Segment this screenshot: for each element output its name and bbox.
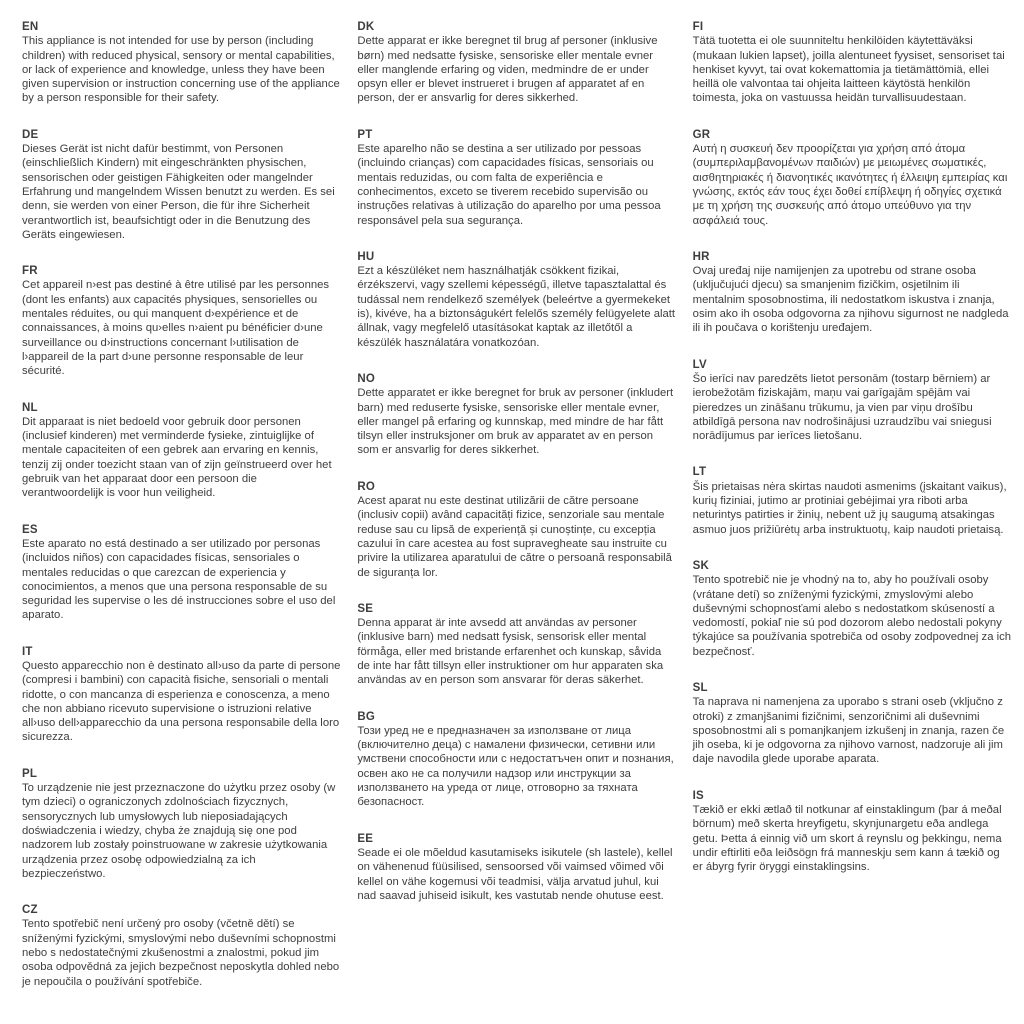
section-fr	[22, 264, 341, 378]
lang-text-cz: Tento spotřebič není určený pro osoby (včetně dětí) se sníženými fyzickými, smyslovými nebo duševními schopnostmi nebo s nedostatečnými zkušenostmi a znalostmi, pokud jim osoba odpovědná za jejich bezpečnost neposkytla dohled nebo je nepoučila o používání spotřebiče.	[22, 918, 340, 988]
lang-code-de: DE	[22, 128, 39, 141]
lang-text-nl: Dit apparaat is niet bedoeld voor gebruik door personen (inclusief kinderen) met verminderde fysieke, zintuiglijke of mentale capaciteiten of een gebrek aan ervaring en kennis, tenzij zij onder toezicht staan van of zijn geïnstrueerd over het gebruik van het apparaat door een persoon die verantwoordelijk is voor hun veiligheid.	[22, 415, 332, 500]
lang-text-lv: Šo ierīci nav paredzēts lietot personām (tostarp bērniem) ar ierobežotām fiziskajām, maņu vai garīgajām spējām vai pieredzes un zināšanu trūkumu, ja vien par viņu drošību atbildīgā persona nav nodrošinājusi uzraudzību vai sniegusi norādījumus par ierīces lietošanu.	[692, 372, 992, 443]
lang-code-cz: CZ	[22, 904, 38, 917]
lang-text-se: Denna apparat är inte avsedd att användas av personer (inklusive barn) med nedsatt fysisk, sensorisk eller mental förmåga, eller med bristande erfarenhet och kunskap, såvida de inte har fått tillsyn eller instruktioner om hur apparaten ska användas av en person som ansvarar för deras säkerhet.	[357, 617, 664, 687]
section-sk	[693, 559, 1012, 659]
section-is	[693, 789, 1012, 875]
lang-code-ee: EE	[357, 832, 374, 845]
lang-text-it: Questo apparecchio non è destinato all›uso da parte di persone (compresi i bambini) con capacità fisiche, sensoriali o mentali ridotte, o con mancanza di esperienza e conoscenza, a meno che non abbiano ricevuto supervisione o istruzioni relative all›uso dell›apparecchio da una persona responsabile della loro sicurezza.	[22, 659, 341, 744]
column-2	[357, 20, 676, 925]
lang-code-hu: HU	[357, 250, 375, 263]
section-dk	[357, 20, 676, 106]
lang-code-lt: LT	[692, 466, 707, 479]
section-de	[22, 128, 341, 242]
lang-text-pl: To urządzenie nie jest przeznaczone do użytku przez osoby (w tym dzieci) o ograniczonych zdolnościach fizycznych, sensorycznych lub umysłowych lub nieposiadających doświadczenia i wiedzy, chyba że znajdują się one pod nadzorem lub zostały poinstruowane w zakresie użytkowania urządzenia przez osobę odpowiedzialną za ich bezpieczeństwo.	[22, 782, 336, 880]
lang-text-ro: Acest aparat nu este destinat utilizării de către persoane (inclusiv copii) având capacități fizice, senzoriale sau mentale reduse sau cu lipsă de experiență și cunoștințe, cu excepția cazului în care acestea au fost supravegheate sau instruite cu privire la utilizarea aparatului de către o persoană responsabilă de siguranța lor.	[357, 495, 672, 579]
lang-code-is: IS	[692, 789, 704, 802]
lang-text-lt: Šis prietaisas nėra skirtas naudoti asmenims (įskaitant vaikus), kurių fiziniai, jutimo ar protiniai gebėjimai yra riboti arba neturintys patirties ir žinių, nebent už jų saugumą atsakingas asmuo juos prižiūrėtų arba instruktuotų, kaip naudoti prietaisą.	[692, 480, 1007, 536]
section-it	[22, 645, 341, 745]
section-bg	[357, 710, 676, 810]
lang-code-bg: BG	[357, 710, 375, 723]
section-en	[22, 20, 341, 106]
lang-text-gr: Αυτή η συσκευή δεν προορίζεται για χρήση από άτομα (συμπεριλαμβανομένων παιδιών) με μειωμένες σωματικές, αισθητηριακές ή διανοητικές ικανότητες ή έλλειψη εμπειρίας και γνώσης, εκτός εάν τους έχει δοθεί επίβλεψη ή οδηγίες σχετικά με τη χρήση της συσκευής από άτομο υπεύθυνο για την ασφάλειά τους.	[692, 143, 1008, 227]
lang-text-hu: Ezt a készüléket nem használhatják csökkent fizikai, érzékszervi, vagy szellemi képességű, illetve tapasztalattal és tudással nem rendelkező személyek (beleértve a gyermekeket is), kivéve, ha a biztonságukért felelős személy felügyelete alatt állnak, vagy megfelelő utasításokat kaptak az illetőtől a készülék használatára vonatkozóan.	[357, 265, 676, 349]
lang-text-no: Dette apparatet er ikke beregnet for bruk av personer (inkludert barn) med reduserte fysiske, sensoriske eller mentale evner, eller mangel på erfaring og kunnskap, med mindre de har fått tilsyn eller instruksjoner om bruk av apparatet av en person som er ansvarlig for deres sikkerhet.	[357, 387, 674, 457]
lang-text-de: Dieses Gerät ist nicht dafür bestimmt, von Personen (einschließlich Kindern) mit eingeschränkten physischen, sensorischen oder geistigen Fähigkeiten oder mangelnder Erfahrung und mangelndem Wissen benutzt zu werden. Es sei denn, sie werden von einer Person, die für ihre Sicherheit verantwortlich ist, beaufsichtigt oder in die Benutzung des Geräts eingewiesen.	[22, 143, 335, 241]
column-3	[693, 20, 1012, 897]
lang-code-dk: DK	[357, 21, 375, 33]
section-lv	[693, 358, 1012, 444]
lang-code-sk: SK	[692, 559, 710, 572]
lang-code-no: NO	[357, 372, 375, 385]
lang-text-es: Este aparato no está destinado a ser utilizado por personas (incluidos niños) con capacidades físicas, sensoriales o mentales reducidas o que carezcan de experiencia y conocimientos, a menos que una persona responsable de su seguridad les supervise o les dé instrucciones sobre el uso del aparato.	[22, 537, 336, 622]
lang-code-pl: PL	[22, 767, 38, 780]
lang-code-gr: GR	[692, 128, 711, 141]
section-ro	[357, 480, 676, 580]
section-gr	[693, 128, 1012, 228]
lang-text-sl: Ta naprava ni namenjena za uporabo s strani oseb (vključno z otroki) z zmanjšanimi fizičnimi, senzoričnimi ali duševnimi sposobnostmi ali s pomanjkanjem izkušenj in znanja, razen če jih oseba, ki je odgovorna za njihovo varnost, nadzoruje ali jim daje navodila glede uporabe aparata.	[692, 696, 1005, 766]
lang-text-sk: Tento spotrebič nie je vhodný na to, aby ho používali osoby (vrátane detí) so zníženými fyzickými, zmyslovými alebo duševnými schopnosťami alebo s nedostatkom skúseností a vedomostí, pokiaľ nie sú pod dozorom alebo nedostali pokyny týkajúce sa používania spotrebiča od osoby zodpovednej za ich bezpečnosť.	[692, 574, 1012, 658]
lang-text-ee: Seade ei ole mõeldud kasutamiseks isikutele (sh lastele), kellel on vähenenud füüsilised, sensoorsed või vaimsed võimed või kellel on vähe kogemusi või teadmisi, välja arvatud juhul, kui nad saavad juhiseid isikult, kes vastutab nende ohutuse eest.	[357, 846, 673, 902]
lang-code-lv: LV	[692, 358, 707, 371]
lang-code-en: EN	[22, 21, 39, 33]
section-hr	[693, 250, 1012, 336]
section-nl	[22, 401, 341, 501]
lang-code-it: IT	[22, 645, 33, 658]
lang-code-es: ES	[22, 523, 38, 536]
lang-text-pt: Este aparelho não se destina a ser utilizado por pessoas (incluindo crianças) com capacidades físicas, sensoriais ou mentais reduzidas, ou com falta de experiência e conhecimentos, exceto se tiverem recebido supervisão ou instruções relativas à utilização do aparelho por uma pessoa responsável pela sua segurança.	[357, 143, 661, 227]
section-no	[357, 372, 676, 458]
section-pl	[22, 767, 341, 881]
section-lt	[693, 465, 1012, 536]
lang-code-nl: NL	[22, 401, 38, 414]
lang-text-is: Tækið er ekki ætlað til notkunar af einstaklingum (þar á meðal börnum) með skerta hreyfigetu, skynjunargetu eða andlega getu. Þetta á einnig við um skort á reynslu og þekkingu, nema undir eftirliti eða leiðsögn frá manneskju sem kann á tækið og er ábyrg fyrir öryggi einstaklingsins.	[692, 804, 1002, 874]
section-pt	[357, 128, 676, 228]
section-cz	[22, 903, 341, 989]
lang-text-fr: Cet appareil n›est pas destiné à être utilisé par les personnes (dont les enfants) aux capacités physiques, sensorielles ou mentales réduites, ou qui manquent d›expérience et de connaissances, à moins qu›elles n›aient pu bénéficier d›une surveillance ou d›instructions concernant l›utilisation de l›appareil de la part d›une personne responsable de leur sécurité.	[22, 279, 330, 378]
section-fi	[693, 20, 1012, 106]
section-sl	[693, 681, 1012, 767]
lang-code-hr: HR	[692, 250, 710, 263]
column-1	[22, 20, 341, 1011]
lang-text-fi: Tätä tuotetta ei ole suunniteltu henkilöiden käytettäväksi (mukaan lukien lapset), joilla alentuneet fyysiset, sensoriset tai henkiset kyvyt, tai ovat kokemattomia ja tietämättömiä, ellei heillä ole valvontaa tai ohjeita laitteen käytöstä henkilön toimesta, joka on vastuussa heidän turvallisuudestaan.	[692, 35, 1005, 105]
lang-code-se: SE	[357, 602, 374, 615]
lang-code-pt: PT	[357, 128, 373, 141]
lang-code-fr: FR	[22, 265, 38, 278]
lang-code-ro: RO	[357, 480, 375, 493]
lang-text-dk: Dette apparat er ikke beregnet til brug af personer (inklusive børn) med nedsatte fysiske, sensoriske eller mentale evner eller manglende erfaring og viden, medmindre de er under opsyn eller er blevet instrueret i brugen af apparatet af en person, der er ansvarlig for deres sikkerhed.	[357, 35, 658, 105]
section-es	[22, 523, 341, 623]
section-hu	[357, 250, 676, 350]
section-ee	[357, 832, 676, 903]
lang-text-hr: Ovaj uređaj nije namijenjen za upotrebu od strane osoba (uključujući djecu) sa smanjenim fizičkim, osjetilnim ili mentalnim sposobnostima, ili nedostatkom iskustva i znanja, osim ako ih osoba odgovorna za njihovu sigurnost ne nadgleda ili ih poučava o korištenju uređajem.	[692, 265, 1009, 335]
lang-text-en: This appliance is not intended for use by person (including children) with reduced physical, sensory or mental capabilities, or lack of experience and knowledge, unless they have been given supervision or instruction concerning use of the appliance by a person responsible for their safety.	[22, 35, 340, 105]
section-se	[357, 602, 676, 688]
lang-code-fi: FI	[692, 21, 704, 33]
lang-code-sl: SL	[692, 681, 708, 694]
lang-text-bg: Този уред не е предназначен за използване от лица (включително деца) с намалени физически, сетивни или умствени способности или с недостатъчен опит и познания, освен ако не са получили надзор или инструкции за използването на уреда от лице, отговорно за тяхната безопасност.	[357, 724, 674, 809]
